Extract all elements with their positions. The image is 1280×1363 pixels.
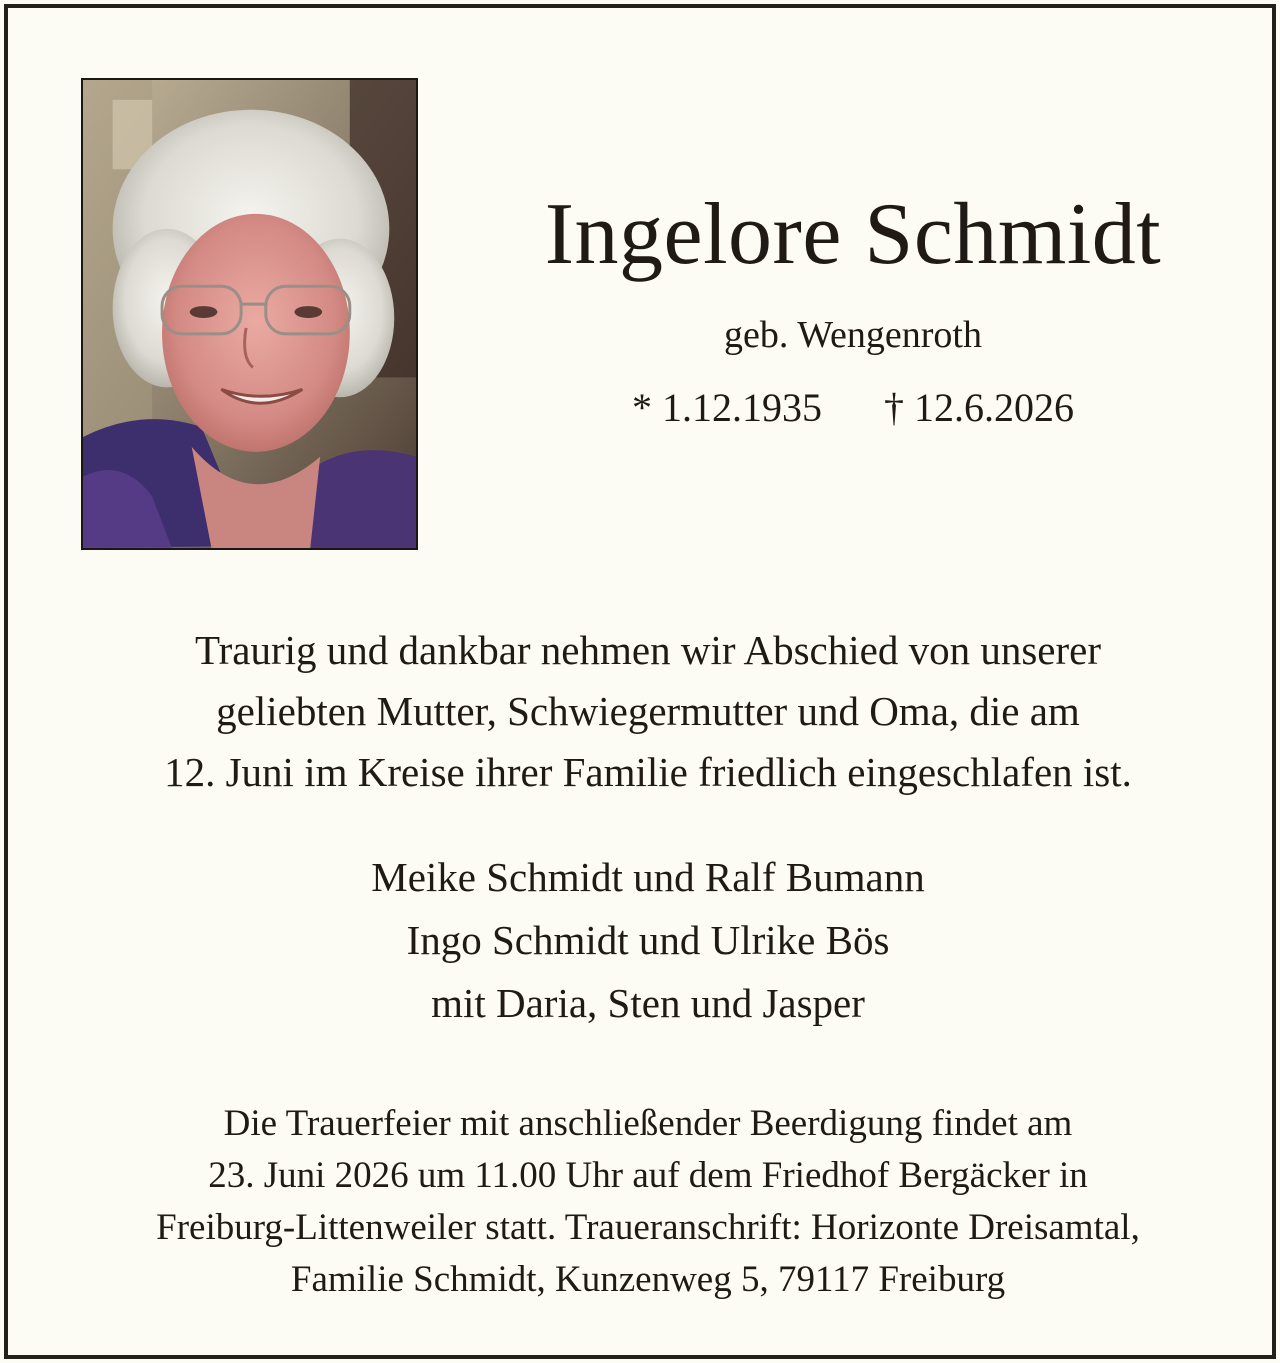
mourner-line: Meike Schmidt und Ralf Bumann [371,854,925,900]
service-line: 23. Juni 2026 um 11.00 Uhr auf dem Friedhof Bergäcker in [208,1155,1088,1196]
farewell-message [48,620,1248,803]
mourner-line: mit Daria, Sten und Jasper [431,980,865,1026]
funeral-service-info [48,1098,1248,1306]
maiden-name: geb. Wengenroth [724,314,982,356]
mourner-line: Ingo Schmidt und Ulrike Bös [406,917,890,963]
service-line: Die Trauerfeier mit anschließender Beerdigung findet am [223,1103,1073,1144]
service-line: Familie Schmidt, Kunzenweg 5, 79117 Freiburg [290,1259,1006,1300]
death-date: † 12.6.2026 [884,385,1074,430]
service-line: Freiburg-Littenweiler statt. Traueranschrift: Horizonte Dreisamtal, [156,1207,1140,1248]
portrait-photo [81,78,418,550]
farewell-line: Traurig und dankbar nehmen wir Abschied von unserer [195,627,1101,673]
obituary-frame [4,4,1276,1359]
farewell-line: geliebten Mutter, Schwiegermutter und Oma, die am [216,688,1080,734]
birth-date: * 1.12.1935 [632,385,822,430]
mourners-list [48,846,1248,1035]
life-dates [438,380,1268,436]
deceased-name: Ingelore Schmidt [544,186,1162,283]
farewell-line: 12. Juni im Kreise ihrer Familie friedlich eingeschlafen ist. [164,749,1132,795]
